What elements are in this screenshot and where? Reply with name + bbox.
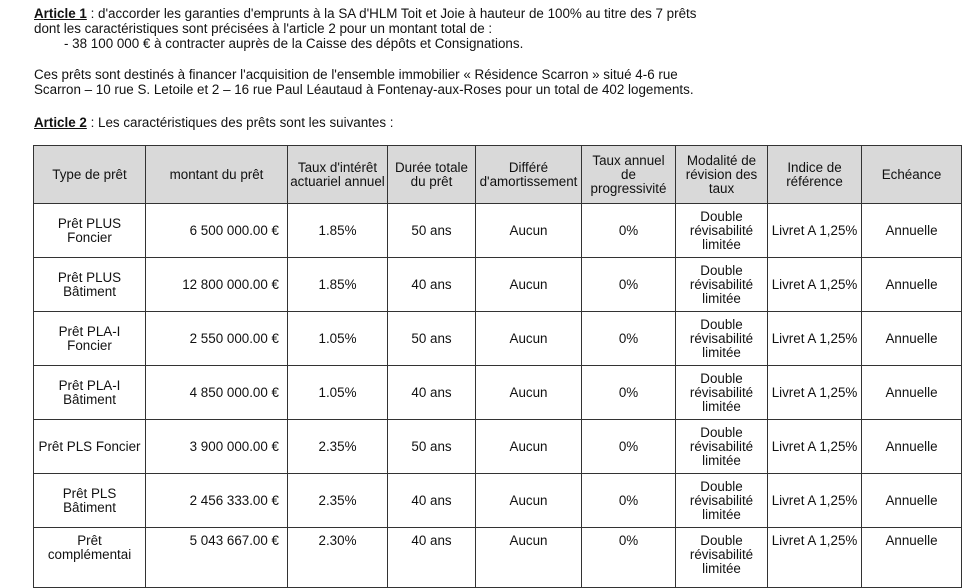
article-2-label: Article 2: [34, 115, 87, 130]
reference-index-cell: Livret A 1,25%: [768, 474, 862, 528]
loan-amount-cell: 12 800 000.00 €: [146, 258, 288, 312]
duration-cell: 50 ans: [388, 204, 476, 258]
progressivity-cell: 0%: [582, 528, 676, 588]
schedule-cell: Annuelle: [862, 474, 962, 528]
deferral-cell: Aucun: [476, 258, 582, 312]
deferral-cell: Aucun: [476, 312, 582, 366]
schedule-cell: Annuelle: [862, 366, 962, 420]
deferral-cell: Aucun: [476, 528, 582, 588]
column-header: Indice de référence: [768, 146, 862, 204]
loan-type-cell: Prêt PLA-I Foncier: [34, 312, 146, 366]
duration-cell: 50 ans: [388, 420, 476, 474]
progressivity-cell: 0%: [582, 312, 676, 366]
purpose-paragraph: [34, 67, 694, 97]
table-row: [34, 366, 962, 420]
progressivity-cell: 0%: [582, 204, 676, 258]
reference-index-cell: Livret A 1,25%: [768, 528, 862, 588]
column-header: Echéance: [862, 146, 962, 204]
column-header: Durée totale du prêt: [388, 146, 476, 204]
revision-mode-cell: Double révisabilité limitée: [676, 474, 768, 528]
deferral-cell: Aucun: [476, 420, 582, 474]
interest-rate-cell: 1.85%: [288, 204, 388, 258]
loan-amount-cell: 3 900 000.00 €: [146, 420, 288, 474]
duration-cell: 40 ans: [388, 528, 476, 588]
schedule-cell: Annuelle: [862, 258, 962, 312]
schedule-cell: Annuelle: [862, 420, 962, 474]
article-1-label: Article 1: [34, 6, 87, 21]
reference-index-cell: Livret A 1,25%: [768, 258, 862, 312]
revision-mode-cell: Double révisabilité limitée: [676, 312, 768, 366]
loan-amount-cell: 5 043 667.00 €: [146, 528, 288, 588]
reference-index-cell: Livret A 1,25%: [768, 366, 862, 420]
loan-amount-cell: 2 456 333.00 €: [146, 474, 288, 528]
article-2-paragraph: [34, 115, 394, 130]
deferral-cell: Aucun: [476, 474, 582, 528]
revision-mode-cell: Double révisabilité limitée: [676, 528, 768, 588]
reference-index-cell: Livret A 1,25%: [768, 204, 862, 258]
loan-type-cell: Prêt PLUS Foncier: [34, 204, 146, 258]
loan-type-cell: Prêt PLS Foncier: [34, 420, 146, 474]
article-1-amount-line: - 38 100 000 € à contracter auprès de la Caisse des dépôts et Consignations.: [64, 36, 524, 51]
interest-rate-cell: 1.85%: [288, 258, 388, 312]
schedule-cell: Annuelle: [862, 312, 962, 366]
duration-cell: 40 ans: [388, 258, 476, 312]
article-2-text: : Les caractéristiques des prêts sont les suivantes :: [86, 115, 394, 130]
interest-rate-cell: 1.05%: [288, 366, 388, 420]
table-row: [34, 420, 962, 474]
reference-index-cell: Livret A 1,25%: [768, 420, 862, 474]
interest-rate-cell: 1.05%: [288, 312, 388, 366]
revision-mode-cell: Double révisabilité limitée: [676, 204, 768, 258]
progressivity-cell: 0%: [582, 420, 676, 474]
progressivity-cell: 0%: [582, 258, 676, 312]
column-header: montant du prêt: [146, 146, 288, 204]
interest-rate-cell: 2.35%: [288, 420, 388, 474]
schedule-cell: Annuelle: [862, 204, 962, 258]
duration-cell: 40 ans: [388, 366, 476, 420]
deferral-cell: Aucun: [476, 366, 582, 420]
purpose-line1: Ces prêts sont destinés à financer l'acquisition de l'ensemble immobilier « Résidence Scarron » situé 4-6 rue: [34, 67, 678, 82]
reference-index-cell: Livret A 1,25%: [768, 312, 862, 366]
revision-mode-cell: Double révisabilité limitée: [676, 420, 768, 474]
column-header: Taux annuel de progressivité: [582, 146, 676, 204]
schedule-cell: Annuelle: [862, 528, 962, 588]
loan-characteristics-table: [33, 145, 962, 588]
table-row: [34, 312, 962, 366]
interest-rate-cell: 2.30%: [288, 528, 388, 588]
loan-type-cell: Prêt PLS Bâtiment: [34, 474, 146, 528]
loan-amount-cell: 4 850 000.00 €: [146, 366, 288, 420]
revision-mode-cell: Double révisabilité limitée: [676, 258, 768, 312]
column-header: Type de prêt: [34, 146, 146, 204]
table-row: [34, 528, 962, 588]
article-1-text-line1: : d'accorder les garanties d'emprunts à la SA d'HLM Toit et Joie à hauteur de 100% au titre des 7 prêts: [86, 6, 697, 21]
column-header: Taux d'intérêt actuariel annuel: [288, 146, 388, 204]
loan-type-cell: Prêt PLUS Bâtiment: [34, 258, 146, 312]
table-row: [34, 258, 962, 312]
loan-type-cell: Prêt complémentai: [34, 528, 146, 588]
article-1-paragraph: [34, 6, 696, 51]
interest-rate-cell: 2.35%: [288, 474, 388, 528]
table-row: [34, 204, 962, 258]
loan-amount-cell: 2 550 000.00 €: [146, 312, 288, 366]
column-header: Modalité de révision des taux: [676, 146, 768, 204]
duration-cell: 40 ans: [388, 474, 476, 528]
loan-amount-cell: 6 500 000.00 €: [146, 204, 288, 258]
table-header-row: [34, 146, 962, 204]
article-1-text-line2: dont les caractéristiques sont précisées à l'article 2 pour un montant total de :: [34, 21, 493, 36]
progressivity-cell: 0%: [582, 474, 676, 528]
column-header: Différé d'amortissement: [476, 146, 582, 204]
revision-mode-cell: Double révisabilité limitée: [676, 366, 768, 420]
progressivity-cell: 0%: [582, 366, 676, 420]
table-row: [34, 474, 962, 528]
duration-cell: 50 ans: [388, 312, 476, 366]
loan-type-cell: Prêt PLA-I Bâtiment: [34, 366, 146, 420]
deferral-cell: Aucun: [476, 204, 582, 258]
purpose-line2: Scarron – 10 rue S. Letoile et 2 – 16 rue Paul Léautaud à Fontenay-aux-Roses pour un total de 402 logements.: [34, 82, 694, 97]
